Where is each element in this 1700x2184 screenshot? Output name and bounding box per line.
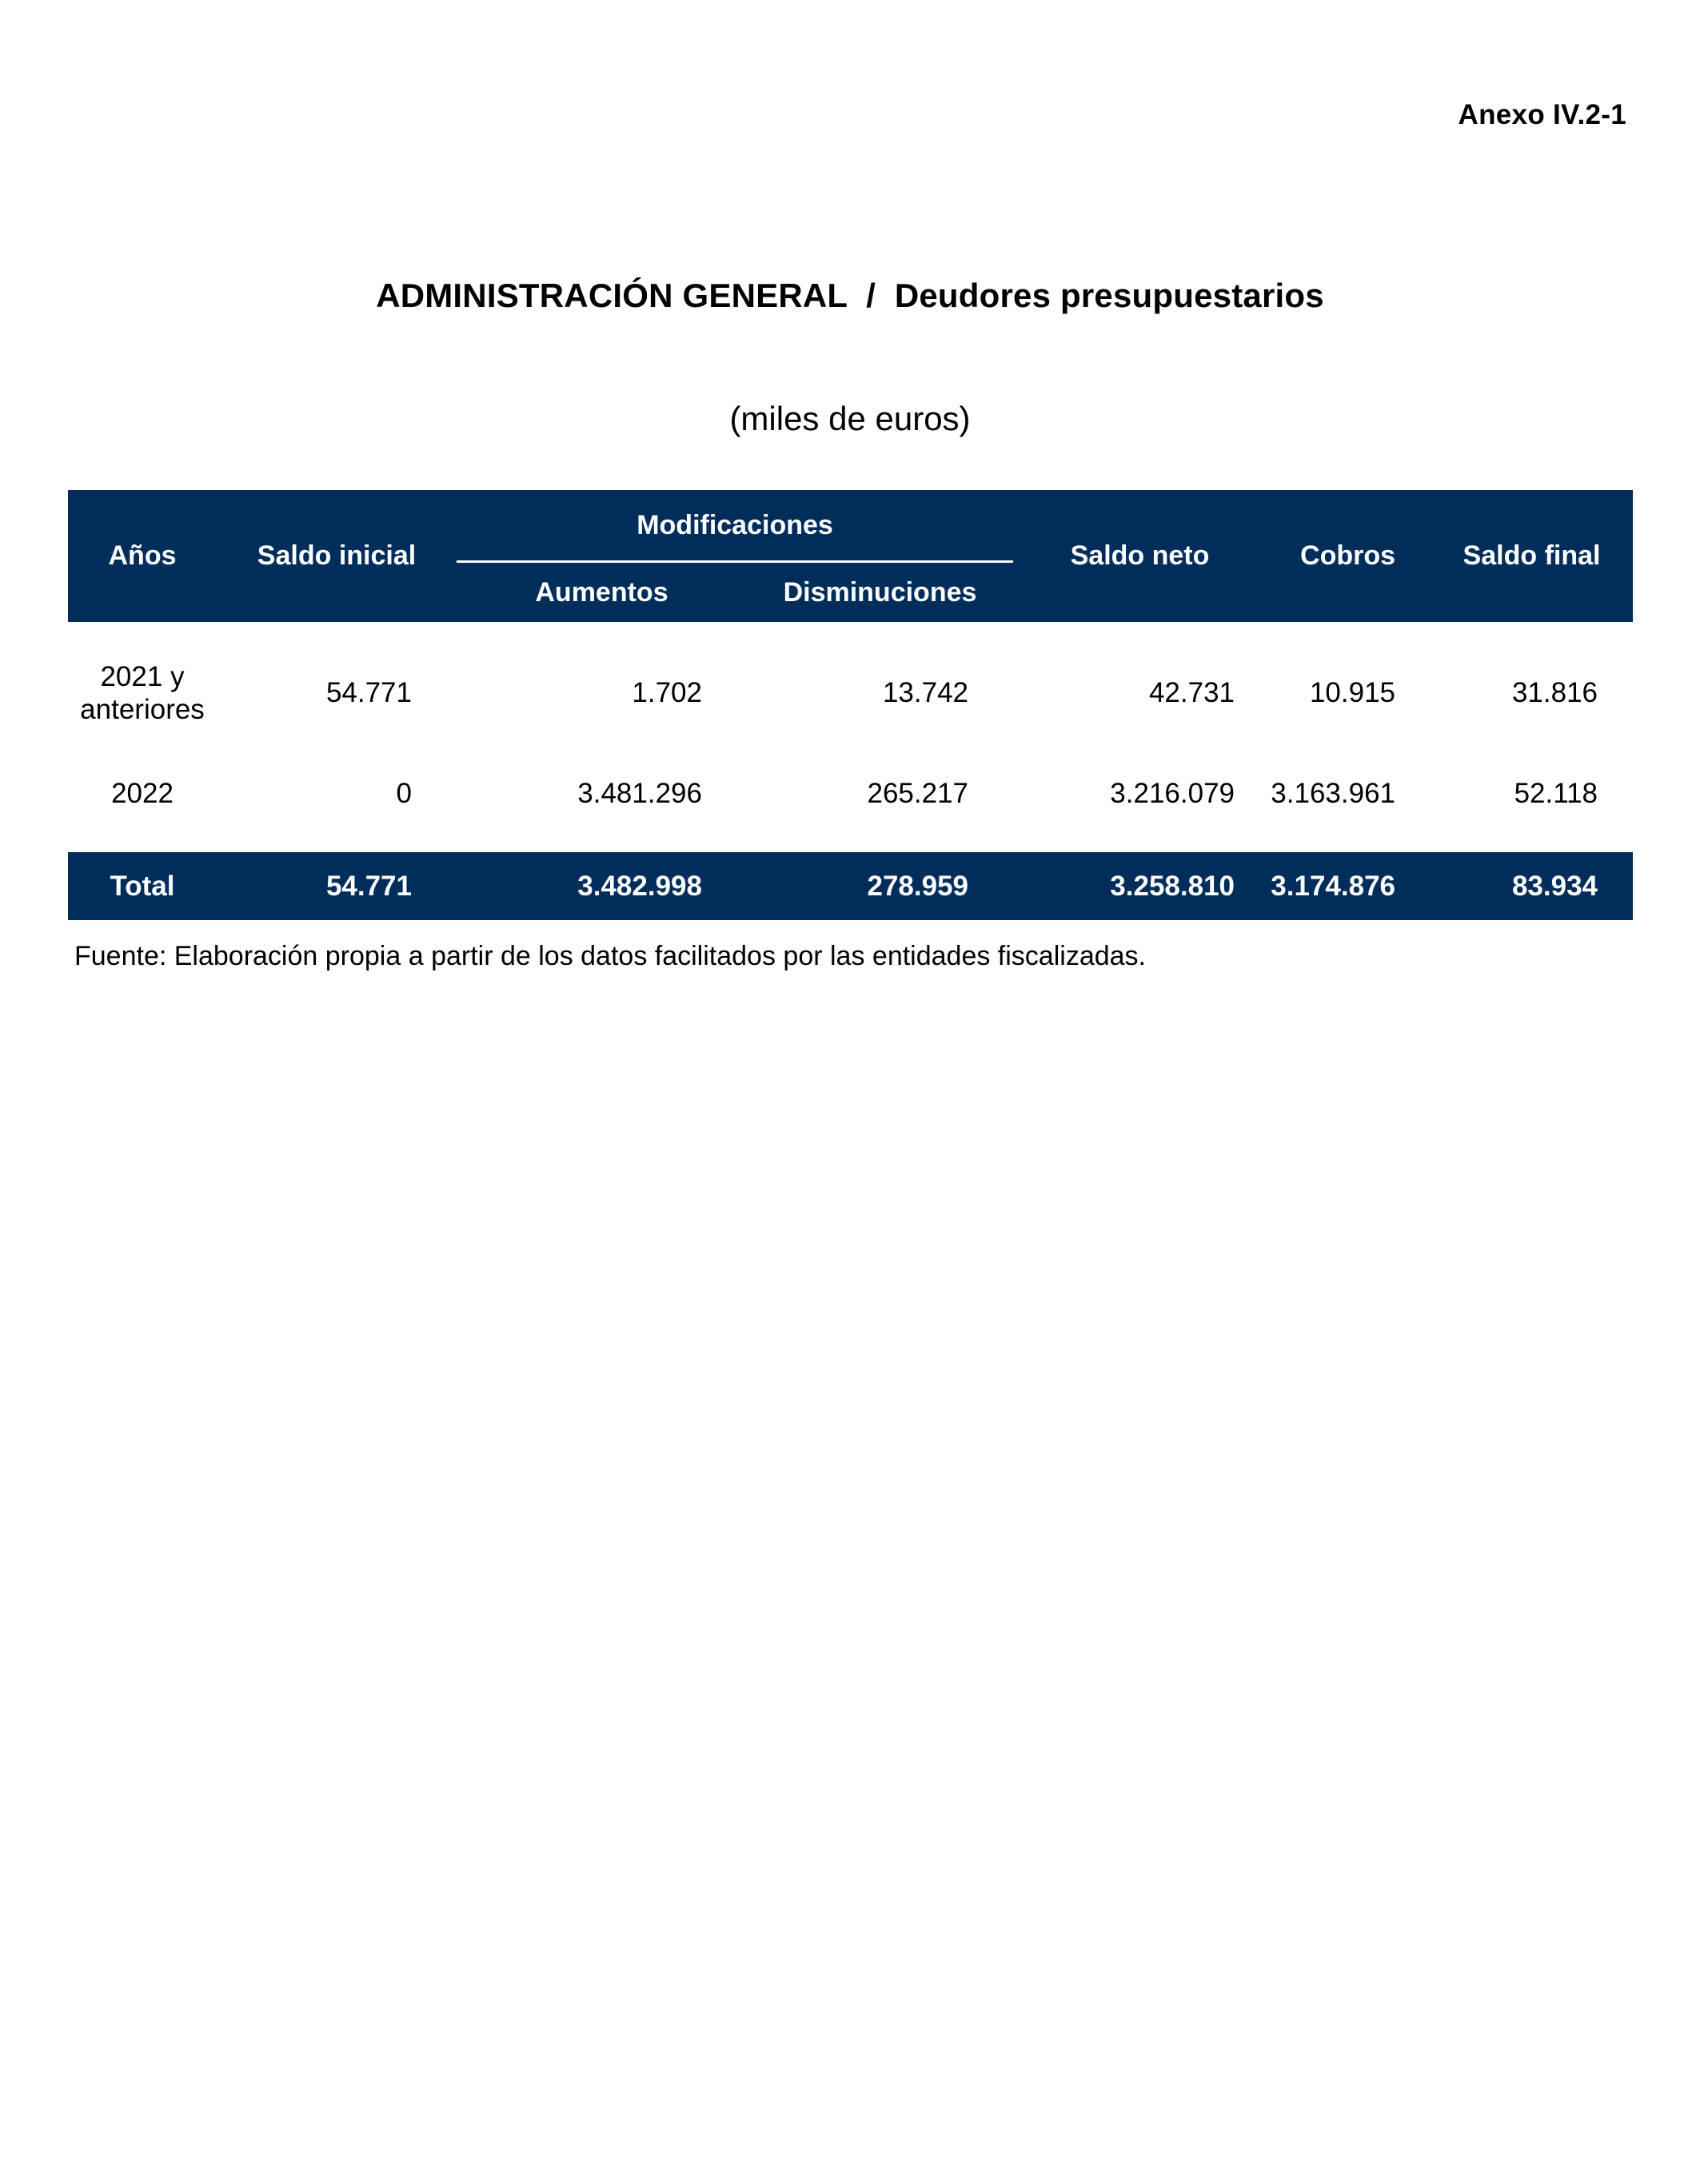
- header-aumentos: Aumentos: [457, 562, 747, 623]
- row-saldo-neto: 3.216.079: [1110, 778, 1235, 809]
- row-disminuciones: 265.217: [867, 778, 969, 809]
- row-aumentos: 3.481.296: [577, 778, 702, 809]
- source-note: Fuente: Elaboración propia a partir de los datos facilitados por las entidades fiscalizadas.: [74, 941, 1146, 971]
- row-anos-cell: [68, 646, 217, 740]
- total-saldo-final: 83.934: [1431, 852, 1633, 920]
- total-label: Total: [68, 852, 217, 920]
- header-anos: Años: [68, 490, 217, 622]
- row-saldo-neto: 42.731: [1148, 677, 1235, 708]
- units-subtitle: (miles de euros): [729, 400, 971, 437]
- row-saldo-final: 31.816: [1511, 677, 1598, 708]
- debtors-table-container: [68, 490, 1633, 920]
- row-saldo-inicial: 54.771: [325, 677, 412, 708]
- header-saldo-final: Saldo final: [1431, 490, 1633, 622]
- total-aumentos: 3.482.998: [457, 852, 747, 920]
- annex-label: Anexo IV.2-1: [1458, 99, 1626, 130]
- table-body: [68, 646, 1633, 847]
- table-header: [68, 490, 1633, 622]
- table-row: [68, 646, 1633, 740]
- total-disminuciones: 278.959: [747, 852, 1013, 920]
- row-saldo-inicial: 0: [396, 778, 412, 809]
- header-disminuciones: Disminuciones: [747, 562, 1013, 623]
- table-row: [68, 740, 1633, 847]
- row-anos-line2: anteriores: [80, 694, 205, 725]
- header-saldo-inicial: Saldo inicial: [217, 490, 457, 622]
- page-title: ADMINISTRACIÓN GENERAL / Deudores presupuestarios: [376, 277, 1324, 314]
- row-cobros: 10.915: [1309, 677, 1396, 708]
- row-disminuciones: 13.742: [882, 677, 969, 708]
- total-saldo-neto: 3.258.810: [1013, 852, 1267, 920]
- row-aumentos: 1.702: [632, 677, 702, 708]
- header-cobros: Cobros: [1267, 490, 1431, 622]
- row-saldo-final: 52.118: [1514, 778, 1598, 809]
- table-total-row: [68, 852, 1633, 920]
- total-saldo-inicial: 54.771: [217, 852, 457, 920]
- header-modificaciones: Modificaciones: [457, 490, 1013, 562]
- total-cobros: 3.174.876: [1267, 852, 1431, 920]
- row-cobros: 3.163.961: [1271, 778, 1396, 809]
- row-anos: 2022: [111, 778, 174, 809]
- debtors-table: [68, 490, 1633, 920]
- header-saldo-neto: Saldo neto: [1013, 490, 1267, 622]
- row-anos-line1: 2021 y: [100, 661, 185, 692]
